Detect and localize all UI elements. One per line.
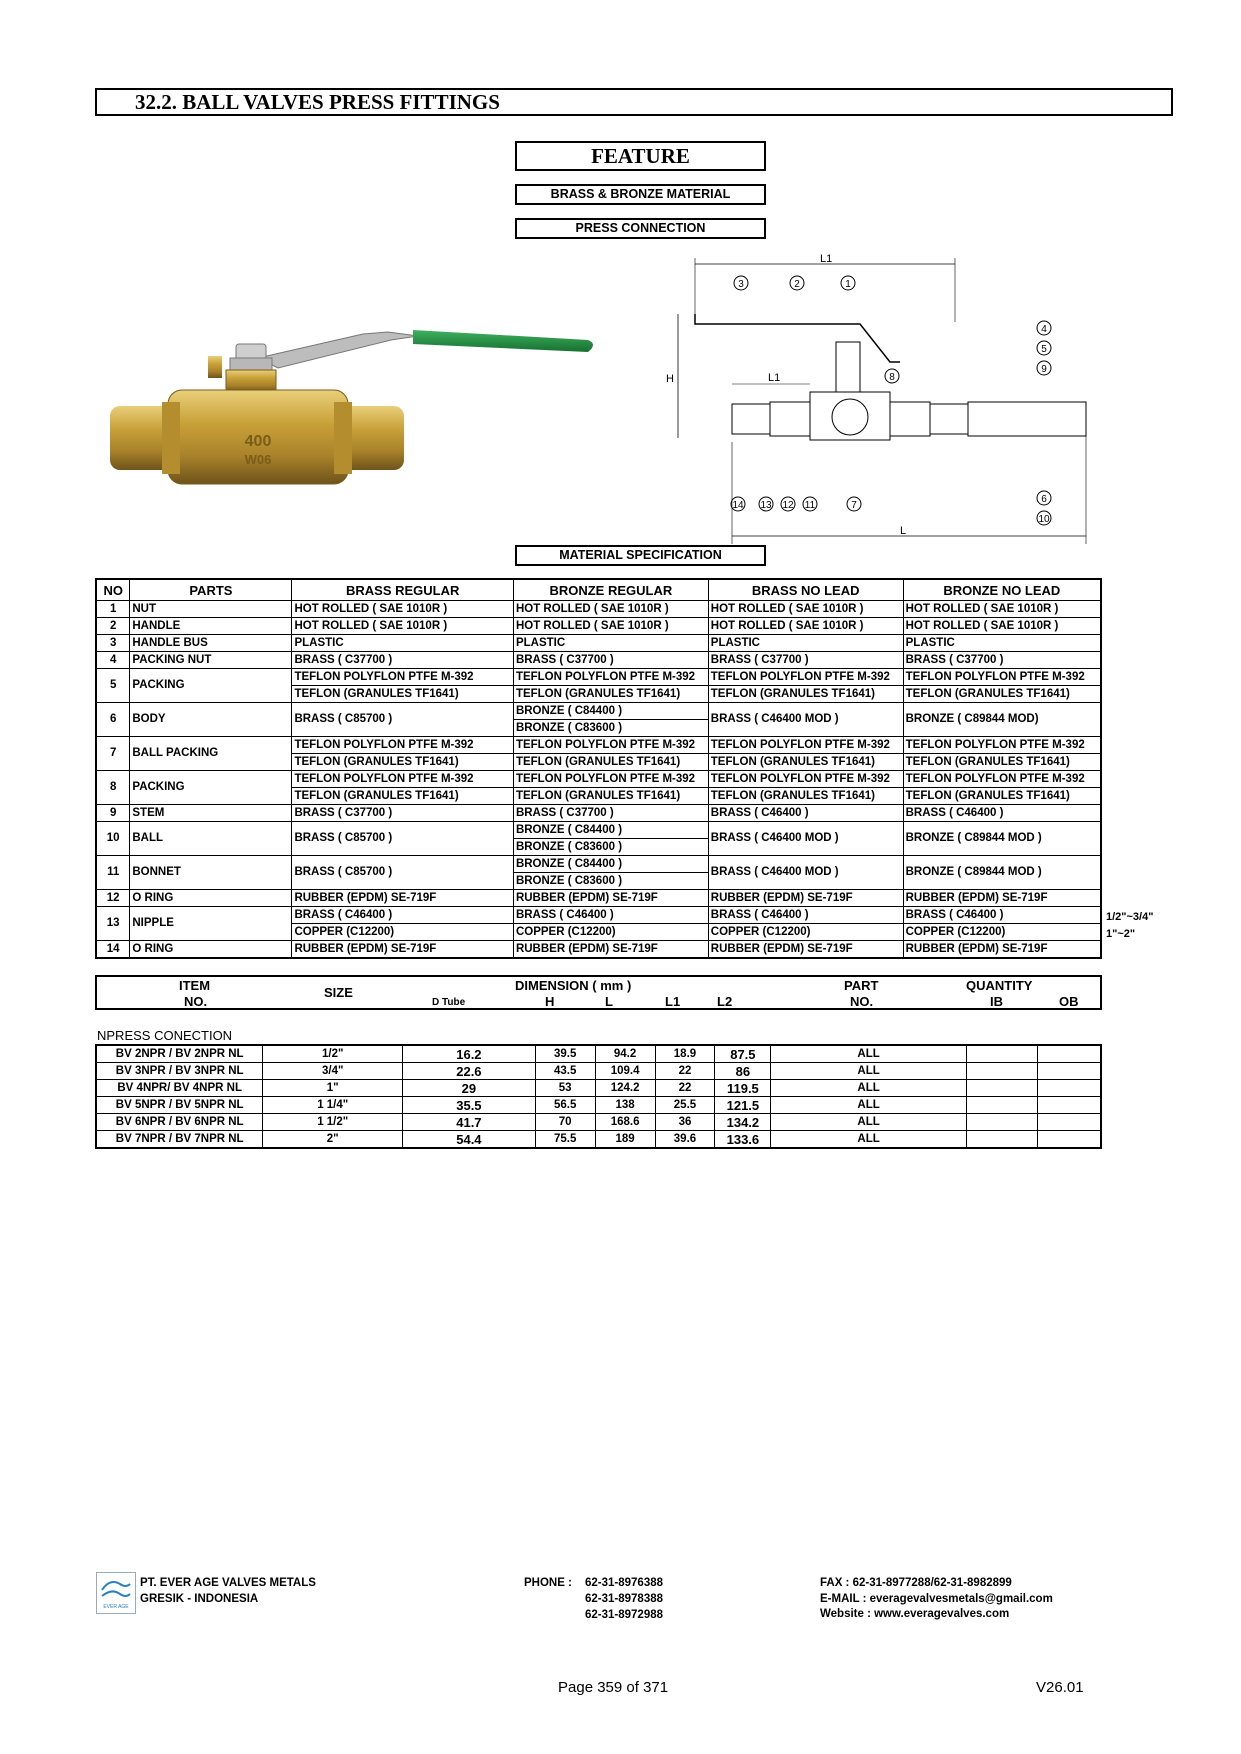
cell: O RING <box>130 890 292 907</box>
cell: PLASTIC <box>292 635 514 652</box>
cell: BRONZE ( C83600 ) <box>513 720 708 737</box>
cell-part: ALL <box>771 1131 966 1149</box>
cell-ob <box>1037 1114 1101 1131</box>
cell-size: 3/4" <box>263 1063 403 1080</box>
table-row <box>96 635 1101 652</box>
cell: BODY <box>130 703 292 737</box>
dimension-header <box>95 975 1102 1010</box>
cell-h: 53 <box>535 1080 595 1097</box>
col-header: BRONZE NO LEAD <box>903 579 1101 601</box>
cell: TEFLON POLYFLON PTFE M-392 <box>292 771 514 788</box>
cell: RUBBER (EPDM) SE-719F <box>708 890 903 907</box>
cell: RUBBER (EPDM) SE-719F <box>903 941 1101 959</box>
cell: HOT ROLLED ( SAE 1010R ) <box>292 618 514 635</box>
cell: BRASS ( C46400 ) <box>292 907 514 924</box>
col-header: BRASS NO LEAD <box>708 579 903 601</box>
cell-l: 168.6 <box>595 1114 655 1131</box>
cell-size: 1/2" <box>263 1045 403 1063</box>
cell: TEFLON (GRANULES TF1641) <box>292 754 514 771</box>
cell-part: ALL <box>771 1080 966 1097</box>
cell-part: ALL <box>771 1063 966 1080</box>
cell: BRASS ( C37700 ) <box>513 805 708 822</box>
cell: TEFLON (GRANULES TF1641) <box>292 686 514 703</box>
hdr-item: ITEM <box>179 978 211 993</box>
cell: HOT ROLLED ( SAE 1010R ) <box>903 601 1101 618</box>
cell: BRONZE ( C83600 ) <box>513 873 708 890</box>
cell: BRONZE ( C89844 MOD) <box>903 703 1101 737</box>
nipple-size-note-2: 1"~2" <box>1106 928 1136 940</box>
hdr-part-no: NO. <box>850 994 874 1009</box>
callout-9: 9 <box>1041 364 1047 375</box>
company-logo <box>96 1572 136 1614</box>
callout-3: 3 <box>738 279 744 290</box>
cell: TEFLON (GRANULES TF1641) <box>513 754 708 771</box>
cell-ob <box>1037 1131 1101 1149</box>
cell: 11 <box>96 856 130 890</box>
cell: TEFLON (GRANULES TF1641) <box>903 686 1101 703</box>
callout-13: 13 <box>760 500 772 511</box>
cell: TEFLON (GRANULES TF1641) <box>708 788 903 805</box>
callout-10: 10 <box>1038 514 1050 525</box>
cell: HOT ROLLED ( SAE 1010R ) <box>513 618 708 635</box>
cell: RUBBER (EPDM) SE-719F <box>708 941 903 959</box>
cell: COPPER (C12200) <box>513 924 708 941</box>
cell-h: 43.5 <box>535 1063 595 1080</box>
cell-h: 39.5 <box>535 1045 595 1063</box>
callout-1: 1 <box>845 279 851 290</box>
cell: TEFLON POLYFLON PTFE M-392 <box>708 737 903 754</box>
cell: 4 <box>96 652 130 669</box>
hdr-l1: L1 <box>665 994 681 1009</box>
cell: BRASS ( C85700 ) <box>292 703 514 737</box>
cell-ib <box>966 1097 1037 1114</box>
cell-l2: 134.2 <box>715 1114 771 1131</box>
cell-item: BV 6NPR / BV 6NPR NL <box>96 1114 263 1131</box>
table-row <box>96 1097 1101 1114</box>
table-row <box>96 1114 1101 1131</box>
dim-l1-inner: L1 <box>768 372 781 384</box>
callout-2: 2 <box>794 279 800 290</box>
cell-l: 109.4 <box>595 1063 655 1080</box>
cell: BALL <box>130 822 292 856</box>
cell: 6 <box>96 703 130 737</box>
cell-dtube: 54.4 <box>403 1131 536 1149</box>
version: V26.01 <box>1036 1679 1084 1696</box>
hdr-dtube: D Tube <box>432 997 466 1008</box>
cell: 3 <box>96 635 130 652</box>
cell: 2 <box>96 618 130 635</box>
cell-l1: 22 <box>655 1080 715 1097</box>
cell: O RING <box>130 941 292 959</box>
phone-1: 62-31-8976388 <box>585 1577 664 1589</box>
cell: 7 <box>96 737 130 771</box>
col-header: PARTS <box>130 579 292 601</box>
cell-l: 189 <box>595 1131 655 1149</box>
table-row <box>96 1045 1101 1063</box>
cell: PACKING <box>130 669 292 703</box>
cell: BRASS ( C46400 MOD ) <box>708 703 903 737</box>
cell: BRASS ( C37700 ) <box>708 652 903 669</box>
npress-label: NPRESS CONECTION <box>97 1028 233 1043</box>
phone-3: 62-31-8972988 <box>585 1609 664 1621</box>
cell: BRONZE ( C83600 ) <box>513 839 708 856</box>
cell: HOT ROLLED ( SAE 1010R ) <box>513 601 708 618</box>
table-row <box>96 669 1101 686</box>
cell-ob <box>1037 1097 1101 1114</box>
hdr-ib: IB <box>990 994 1003 1009</box>
table-row <box>96 941 1101 959</box>
cell: BRONZE ( C84400 ) <box>513 703 708 720</box>
cell: NIPPLE <box>130 907 292 941</box>
cell: RUBBER (EPDM) SE-719F <box>513 941 708 959</box>
cell: RUBBER (EPDM) SE-719F <box>513 890 708 907</box>
fax: FAX : 62-31-8977288/62-31-8982899 <box>820 1577 1012 1589</box>
callout-7: 7 <box>851 500 857 511</box>
cell: 13 <box>96 907 130 941</box>
cell-ob <box>1037 1063 1101 1080</box>
callout-14: 14 <box>732 500 744 511</box>
table-row <box>96 805 1101 822</box>
cell-dtube: 16.2 <box>403 1045 536 1063</box>
callout-6: 6 <box>1041 494 1047 505</box>
cell: TEFLON POLYFLON PTFE M-392 <box>292 737 514 754</box>
cell: 5 <box>96 669 130 703</box>
table-row <box>96 822 1101 839</box>
cell: BRONZE ( C89844 MOD ) <box>903 856 1101 890</box>
cell-l2: 86 <box>715 1063 771 1080</box>
cell: STEM <box>130 805 292 822</box>
cell: COPPER (C12200) <box>708 924 903 941</box>
cell-ob <box>1037 1045 1101 1063</box>
cell-l: 138 <box>595 1097 655 1114</box>
cell-l1: 36 <box>655 1114 715 1131</box>
table-row <box>96 618 1101 635</box>
cell-item: BV 3NPR / BV 3NPR NL <box>96 1063 263 1080</box>
cell: PLASTIC <box>903 635 1101 652</box>
cell: TEFLON (GRANULES TF1641) <box>708 754 903 771</box>
page-number: Page 359 of 371 <box>558 1679 669 1696</box>
hdr-quantity: QUANTITY <box>966 978 1033 993</box>
table-row <box>96 890 1101 907</box>
hdr-l2: L2 <box>717 994 733 1009</box>
cell-ib <box>966 1114 1037 1131</box>
cell-part: ALL <box>771 1097 966 1114</box>
cell: TEFLON (GRANULES TF1641) <box>903 788 1101 805</box>
feature-connection: PRESS CONNECTION <box>515 218 766 239</box>
col-header: BRASS REGULAR <box>292 579 514 601</box>
cell: TEFLON (GRANULES TF1641) <box>292 788 514 805</box>
cell: TEFLON (GRANULES TF1641) <box>513 788 708 805</box>
cell: HANDLE <box>130 618 292 635</box>
cell: TEFLON POLYFLON PTFE M-392 <box>513 737 708 754</box>
cell: 1 <box>96 601 130 618</box>
hdr-dimension: DIMENSION ( mm ) <box>515 978 632 993</box>
cell-item: BV 2NPR / BV 2NPR NL <box>96 1045 263 1063</box>
cell: HANDLE BUS <box>130 635 292 652</box>
cell: TEFLON POLYFLON PTFE M-392 <box>513 669 708 686</box>
cell: HOT ROLLED ( SAE 1010R ) <box>292 601 514 618</box>
cell-size: 1 1/2" <box>263 1114 403 1131</box>
cell: 9 <box>96 805 130 822</box>
cell: BRASS ( C46400 ) <box>903 907 1101 924</box>
nipple-size-note-1: 1/2"~3/4" <box>1106 911 1154 923</box>
cell-part: ALL <box>771 1114 966 1131</box>
hdr-part: PART <box>844 978 879 993</box>
phone-label: PHONE : <box>524 1577 572 1589</box>
technical-drawing <box>660 252 1100 552</box>
cell-ib <box>966 1063 1037 1080</box>
cell-ib <box>966 1131 1037 1149</box>
table-row <box>96 601 1101 618</box>
cell-dtube: 41.7 <box>403 1114 536 1131</box>
col-header: BRONZE REGULAR <box>513 579 708 601</box>
cell-size: 2" <box>263 1131 403 1149</box>
cell: TEFLON POLYFLON PTFE M-392 <box>903 669 1101 686</box>
cell: BONNET <box>130 856 292 890</box>
cell: BRASS ( C46400 ) <box>708 907 903 924</box>
hdr-item-no: NO. <box>184 994 208 1009</box>
cell: TEFLON (GRANULES TF1641) <box>513 686 708 703</box>
page-title: 32.2. BALL VALVES PRESS FITTINGS <box>95 88 1173 116</box>
cell: TEFLON (GRANULES TF1641) <box>708 686 903 703</box>
cell-l: 94.2 <box>595 1045 655 1063</box>
cell: RUBBER (EPDM) SE-719F <box>903 890 1101 907</box>
hdr-size: SIZE <box>324 985 353 1000</box>
cell: BRASS ( C46400 ) <box>513 907 708 924</box>
website: Website : www.everagevalves.com <box>820 1608 1010 1620</box>
cell: BRONZE ( C89844 MOD ) <box>903 822 1101 856</box>
cell: BRASS ( C85700 ) <box>292 822 514 856</box>
cell-size: 1 1/4" <box>263 1097 403 1114</box>
cell-l1: 39.6 <box>655 1131 715 1149</box>
photo-marking-2: W06 <box>244 452 272 467</box>
table-row <box>96 1080 1101 1097</box>
logo-text: EVER AGE <box>103 1604 129 1610</box>
table-row <box>96 1131 1101 1149</box>
table-header-row <box>96 579 1101 601</box>
company-location: GRESIK - INDONESIA <box>140 1593 259 1605</box>
cell: PACKING NUT <box>130 652 292 669</box>
cell: COPPER (C12200) <box>292 924 514 941</box>
cell: BALL PACKING <box>130 737 292 771</box>
cell-l1: 25.5 <box>655 1097 715 1114</box>
hdr-h: H <box>545 994 555 1009</box>
col-header: NO <box>96 579 130 601</box>
table-row <box>96 737 1101 754</box>
table-row <box>96 771 1101 788</box>
cell-dtube: 29 <box>403 1080 536 1097</box>
cell-part: ALL <box>771 1045 966 1063</box>
dim-l1-top: L1 <box>820 253 833 265</box>
hdr-ob: OB <box>1059 994 1079 1009</box>
cell: TEFLON POLYFLON PTFE M-392 <box>708 771 903 788</box>
cell: TEFLON (GRANULES TF1641) <box>903 754 1101 771</box>
cell-ob <box>1037 1080 1101 1097</box>
cell-item: BV 5NPR / BV 5NPR NL <box>96 1097 263 1114</box>
valve-photo <box>108 318 608 498</box>
cell: BRASS ( C37700 ) <box>292 652 514 669</box>
cell: TEFLON POLYFLON PTFE M-392 <box>708 669 903 686</box>
table-row <box>96 856 1101 873</box>
dim-l: L <box>900 525 907 537</box>
dim-h: H <box>666 373 674 385</box>
cell: BRASS ( C37700 ) <box>903 652 1101 669</box>
cell-l2: 119.5 <box>715 1080 771 1097</box>
cell-l1: 22 <box>655 1063 715 1080</box>
cell: PACKING <box>130 771 292 805</box>
cell: BRASS ( C37700 ) <box>513 652 708 669</box>
callout-12: 12 <box>782 500 794 511</box>
photo-marking-1: 400 <box>244 433 272 450</box>
cell: BRONZE ( C84400 ) <box>513 856 708 873</box>
cell: BRASS ( C46400 MOD ) <box>708 822 903 856</box>
cell-item: BV 4NPR/ BV 4NPR NL <box>96 1080 263 1097</box>
email: E-MAIL : everagevalvesmetals@gmail.com <box>820 1593 1053 1605</box>
cell: TEFLON POLYFLON PTFE M-392 <box>903 771 1101 788</box>
feature-material: BRASS & BRONZE MATERIAL <box>515 184 766 205</box>
cell: NUT <box>130 601 292 618</box>
cell: BRASS ( C46400 MOD ) <box>708 856 903 890</box>
table-row <box>96 907 1101 924</box>
phone-2: 62-31-8978388 <box>585 1593 664 1605</box>
cell: TEFLON POLYFLON PTFE M-392 <box>903 737 1101 754</box>
cell-h: 75.5 <box>535 1131 595 1149</box>
hdr-l: L <box>605 994 613 1009</box>
cell: HOT ROLLED ( SAE 1010R ) <box>708 601 903 618</box>
cell: RUBBER (EPDM) SE-719F <box>292 890 514 907</box>
cell: 12 <box>96 890 130 907</box>
callout-11: 11 <box>804 500 816 511</box>
material-spec-heading: MATERIAL SPECIFICATION <box>515 545 766 566</box>
cell: BRASS ( C46400 ) <box>708 805 903 822</box>
cell-l2: 121.5 <box>715 1097 771 1114</box>
table-row <box>96 1063 1101 1080</box>
cell: 10 <box>96 822 130 856</box>
cell-l2: 87.5 <box>715 1045 771 1063</box>
cell-l2: 133.6 <box>715 1131 771 1149</box>
cell: BRONZE ( C84400 ) <box>513 822 708 839</box>
cell: HOT ROLLED ( SAE 1010R ) <box>903 618 1101 635</box>
cell-item: BV 7NPR / BV 7NPR NL <box>96 1131 263 1149</box>
cell: BRASS ( C85700 ) <box>292 856 514 890</box>
cell: PLASTIC <box>708 635 903 652</box>
cell-l1: 18.9 <box>655 1045 715 1063</box>
callout-4: 4 <box>1041 324 1047 335</box>
cell: COPPER (C12200) <box>903 924 1101 941</box>
cell: RUBBER (EPDM) SE-719F <box>292 941 514 959</box>
callout-5: 5 <box>1041 344 1047 355</box>
callout-8: 8 <box>889 372 895 383</box>
cell-dtube: 22.6 <box>403 1063 536 1080</box>
company-name: PT. EVER AGE VALVES METALS <box>140 1577 316 1589</box>
cell-ib <box>966 1045 1037 1063</box>
cell-h: 70 <box>535 1114 595 1131</box>
cell-dtube: 35.5 <box>403 1097 536 1114</box>
cell: TEFLON POLYFLON PTFE M-392 <box>513 771 708 788</box>
cell: BRASS ( C37700 ) <box>292 805 514 822</box>
table-row <box>96 703 1101 720</box>
feature-heading: FEATURE <box>515 141 766 171</box>
cell: BRASS ( C46400 ) <box>903 805 1101 822</box>
cell: 14 <box>96 941 130 959</box>
cell: HOT ROLLED ( SAE 1010R ) <box>708 618 903 635</box>
cell-h: 56.5 <box>535 1097 595 1114</box>
cell: 8 <box>96 771 130 805</box>
cell: TEFLON POLYFLON PTFE M-392 <box>292 669 514 686</box>
cell: PLASTIC <box>513 635 708 652</box>
cell-l: 124.2 <box>595 1080 655 1097</box>
dimension-table <box>95 1044 1102 1149</box>
cell-ib <box>966 1080 1037 1097</box>
table-row <box>96 652 1101 669</box>
material-table <box>95 578 1102 959</box>
cell-size: 1" <box>263 1080 403 1097</box>
